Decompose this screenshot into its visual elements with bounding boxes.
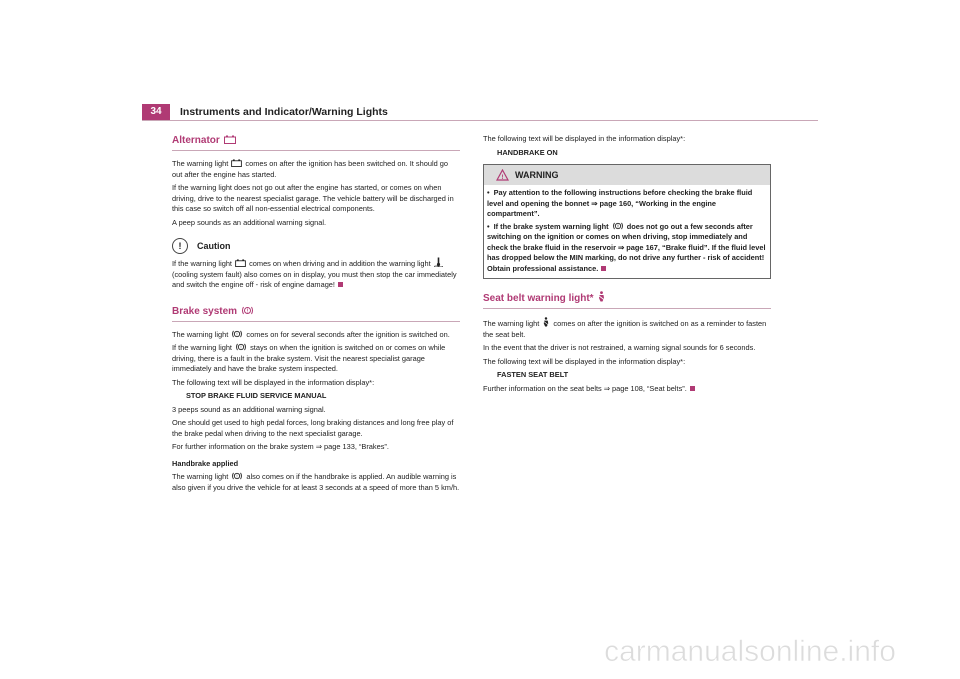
brake-warning-icon [235, 343, 247, 351]
seat-belt-icon [597, 291, 606, 302]
svg-text:!: ! [236, 473, 238, 479]
alternator-p2: If the warning light does not go out after the engine has started, or comes on when driving, drive to the nearest specialist garage. The vehicle battery will be discharged in this case so switch off all non-essential electrical components. [172, 183, 454, 213]
right-p1: The following text will be displayed in the information display*: [483, 134, 686, 143]
header-title: Instruments and Indicator/Warning Lights [180, 106, 388, 118]
seatbelt-p4: Further information on the seat belts ⇒ page 108, “Seat belts”. [483, 384, 771, 395]
brake-warning-icon [241, 306, 254, 315]
caution-text: If the warning light comes on when driving and in addition the warning light (cooling system fault) also comes on in display, you must then stop the car immediately and switch the engine off - risk of engine damage! [172, 259, 457, 289]
warning-title: WARNING [515, 169, 559, 180]
brake-warning-icon [231, 330, 243, 338]
seat-belt-heading: Seat belt warning light* [483, 291, 771, 309]
alternator-heading: Alternator [172, 134, 460, 151]
right-column [483, 134, 771, 397]
brake-p4: 3 peeps sound as an additional warning signal. [172, 404, 326, 414]
left-column [172, 134, 460, 496]
brake-system-heading: Brake system ! [172, 305, 460, 322]
brake-p3: The following text will be displayed in the information display*: [172, 377, 375, 387]
end-marker [601, 266, 606, 271]
bullet: • [487, 188, 490, 197]
battery-icon [224, 135, 236, 144]
end-marker [338, 282, 343, 287]
page-header [142, 104, 818, 121]
handbrake-display-text: HANDBRAKE ON [497, 147, 558, 157]
brake-warning-icon [612, 222, 624, 230]
seat-belt-icon [542, 317, 550, 327]
svg-text:!: ! [501, 173, 504, 181]
seatbelt-display-text: FASTEN SEAT BELT [497, 370, 569, 379]
battery-icon [235, 259, 246, 267]
svg-text:!: ! [616, 223, 619, 229]
exclamation-icon: ! [172, 238, 188, 254]
seatbelt-p3: The following text will be displayed in the information display*: [483, 356, 686, 366]
handbrake-title: Handbrake applied [172, 458, 239, 468]
brake-p2: If the warning light ! stays on when the ignition is switched on or comes on while driving, there is a fault in the brake system. Visit the nearest specialist garage immediately and have the brake system inspected. [172, 343, 446, 373]
watermark [560, 628, 940, 672]
brake-p7: The warning light ! also comes on if the handbrake is applied. An audible warning is also given if you drive the vehicle for at least 3 seconds at a speed of more than 5 km/h. [172, 472, 460, 492]
brake-p6: For further information on the brake system ⇒ page 133, “Brakes”. [172, 442, 389, 451]
end-marker [690, 386, 695, 391]
alternator-p3: A peep sounds as an additional warning signal. [172, 217, 327, 227]
svg-text:!: ! [240, 344, 242, 350]
warning-triangle-icon [496, 169, 509, 181]
warning-body [484, 185, 770, 278]
caution-title: Caution [197, 240, 231, 251]
warning-item-2: • If the brake system warning light ! does not go out a few seconds after switching on the ignition or comes on when driving, stop immediately and check the brake fluid in the reservoir ⇒ page 167, “Brake fluid”. If the fluid level has dropped below the MIN marking, do not drive any further - risk of accident! Obtain professional assistance. [487, 221, 766, 273]
watermark-text: carmanualsonline.info [604, 635, 896, 668]
brake-warning-icon [231, 472, 243, 480]
svg-text:!: ! [246, 307, 249, 314]
seatbelt-p1: The warning light comes on after the ignition is switched on as a reminder to fasten the seat belt. [483, 319, 767, 339]
brake-display-text: STOP BRAKE FLUID SERVICE MANUAL [186, 391, 327, 400]
coolant-thermometer-icon [434, 257, 443, 267]
caution-header [172, 238, 460, 254]
battery-icon [231, 159, 242, 167]
warning-header [484, 165, 770, 185]
seatbelt-p2: In the event that the driver is not restrained, a warning signal sounds for 6 seconds. [483, 343, 756, 352]
warning-box [483, 164, 771, 279]
warning-item-1: • Pay attention to the following instructions before checking the brake fluid level and opening the bonnet ⇒ page 160, “Working in the engine compartment”. [487, 188, 753, 218]
brake-p1: The warning light ! comes on for several seconds after the ignition is switched on. [172, 329, 450, 339]
brake-p5: One should get used to high pedal forces, long braking distances and long free play of the brake pedal when driving to the next specialist garage. [172, 418, 454, 438]
svg-text:!: ! [236, 331, 238, 337]
page-number: 34 [142, 104, 170, 120]
alternator-p1: The warning light comes on after the ignition has been switched on. It should go out after the engine has started. [172, 159, 448, 179]
bullet: • [487, 221, 490, 231]
